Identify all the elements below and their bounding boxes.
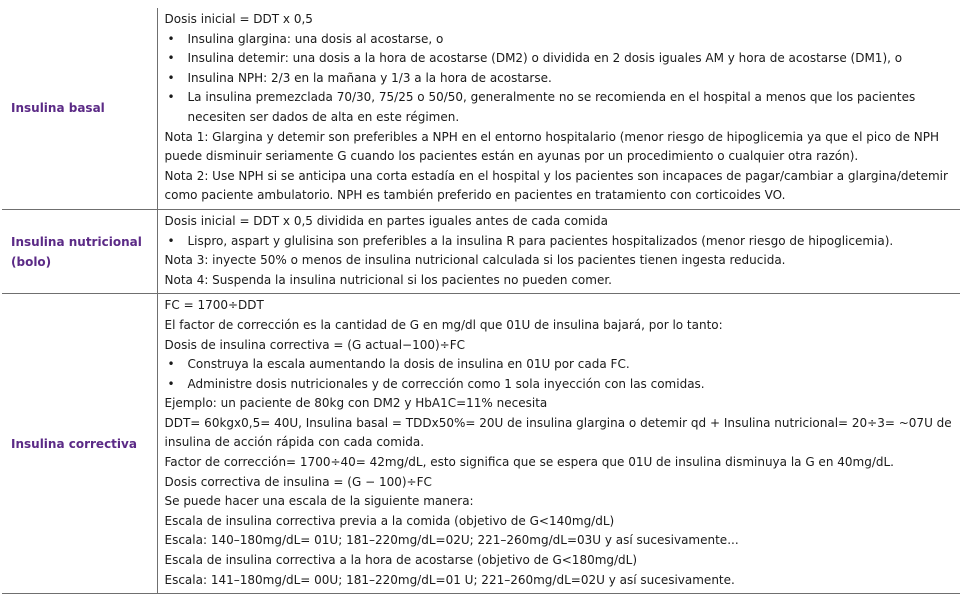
- bullet-icon: •: [167, 233, 175, 248]
- bullet-text: Construya la escala aumentando la dosis de insulina en 01U por cada FC.: [187, 357, 630, 372]
- text-line: Escala de insulina correctiva a la hora de acostarse (objetivo de G<180mg/dL): [164, 553, 638, 568]
- text-line: Escala: 140–180mg/dL= 01U; 181–220mg/dL=02U; 221–260mg/dL=03U y así sucesivamente...: [164, 533, 739, 548]
- text-line: insulina de acción rápida con cada comida.: [164, 435, 425, 450]
- text-line: Escala de insulina correctiva previa a la comida (objetivo de G<140mg/dL): [164, 513, 615, 528]
- row-label: Insulina basal: [11, 101, 105, 116]
- row-content-cell: [157, 294, 960, 594]
- bullet-icon: •: [167, 51, 175, 66]
- text-line: Dosis correctiva de insulina = (G − 100)÷FC: [164, 474, 432, 489]
- bullet-text: Lispro, aspart y glulisina son preferibles a la insulina R para pacientes hospitalizados (menor riesgo de hipoglicemia).: [187, 233, 894, 248]
- text-line: Se puede hacer una escala de la siguiente manera:: [164, 494, 474, 509]
- text-line: Nota 4: Suspenda la insulina nutricional si los pacientes no pueden comer.: [164, 272, 612, 287]
- row-label-cell: [2, 8, 157, 209]
- text-line: DDT= 60kgx0,5= 40U, Insulina basal = TDDx50%= 20U de insulina glargina o detemir qd + Insulina nutricional= 20÷3= ~07U de: [164, 415, 952, 430]
- text-line: Nota 2: Use NPH si se anticipa una corta estadía en el hospital y los pacientes son incapaces de pagar/cambiar a glargina/detemir: [164, 168, 948, 183]
- bullet-item: [165, 88, 957, 108]
- bullet-icon: •: [167, 90, 175, 105]
- row-content-cell: [157, 209, 960, 293]
- text-line: FC = 1700÷DDT: [164, 298, 264, 313]
- row-label-line: Insulina nutricional: [11, 234, 142, 249]
- bullet-icon: •: [167, 31, 175, 46]
- table-row-insulina-basal: [2, 8, 960, 209]
- text-line: Factor de corrección= 1700÷40= 42mg/dL, esto significa que se espera que 01U de insulina disminuya la G en 40mg/dL.: [164, 455, 894, 470]
- text-line: El factor de corrección es la cantidad de G en mg/dl que 01U de insulina bajará, por lo tanto:: [164, 317, 723, 332]
- row-content-cell: [157, 8, 960, 209]
- text-line: Dosis de insulina correctiva = (G actual−100)÷FC: [164, 337, 465, 352]
- bullet-text: Insulina detemir: una dosis a la hora de acostarse (DM2) o dividida en 2 dosis iguales AM y hora de acostarse (DM1), o: [187, 51, 903, 66]
- text-line: Nota 1: Glargina y detemir son preferibles a NPH en el entorno hospitalario (menor riesgo de hipoglicemia ya que el pico de NPH: [164, 129, 940, 144]
- table-row-insulina-correctiva: [2, 294, 960, 594]
- text-line: como paciente ambulatorio. NPH es también preferido en pacientes en tratamiento con corticoides VO.: [164, 188, 786, 203]
- bullet-icon: •: [167, 376, 175, 391]
- insulin-table-body: [2, 8, 960, 594]
- bullet-item: [165, 49, 957, 69]
- bullet-text: Administre dosis nutricionales y de corrección como 1 sola inyección con las comidas.: [187, 376, 705, 391]
- bullet-item: [165, 355, 957, 375]
- bullet-icon: •: [167, 357, 175, 372]
- text-line: Dosis inicial = DDT x 0,5: [164, 12, 313, 26]
- text-line: Escala: 141–180mg/dL= 00U; 181–220mg/dL=01 U; 221–260mg/dL=02U y así sucesivamente.: [164, 572, 735, 587]
- bullet-item: [165, 232, 957, 252]
- bullet-item: [165, 30, 957, 50]
- text-line: Dosis inicial = DDT x 0,5 dividida en partes iguales antes de cada comida: [164, 213, 609, 228]
- table-row-insulina-nutricional-bolo: [2, 209, 960, 293]
- row-label-line: (bolo): [11, 254, 52, 269]
- bullet-item: [165, 375, 957, 395]
- row-label: Insulina correctiva: [11, 436, 137, 451]
- bullet-continuation: necesiten ser dados de alta en este régimen.: [187, 109, 460, 124]
- bullet-text: La insulina premezclada 70/30, 75/25 o 50/50, generalmente no se recomienda en el hospital a menos que los pacientes: [187, 90, 916, 105]
- row-label-cell: [2, 294, 157, 594]
- bullet-icon: •: [167, 70, 175, 85]
- insulin-table: [2, 8, 960, 594]
- bullet-text: Insulina NPH: 2/3 en la mañana y 1/3 a la hora de acostarse.: [187, 70, 552, 85]
- text-line: Nota 3: inyecte 50% o menos de insulina nutricional calculada si los pacientes tienen ingesta reducida.: [164, 253, 786, 268]
- bullet-text: Insulina glargina: una dosis al acostarse, o: [187, 31, 444, 46]
- bullet-item: [165, 69, 957, 89]
- row-label-cell: [2, 209, 157, 293]
- text-line: Ejemplo: un paciente de 80kg con DM2 y HbA1C=11% necesita: [164, 396, 548, 411]
- text-line: puede disminuir seriamente G cuando los pacientes están en ayunas por un procedimiento o cualquier otra razón).: [164, 149, 859, 164]
